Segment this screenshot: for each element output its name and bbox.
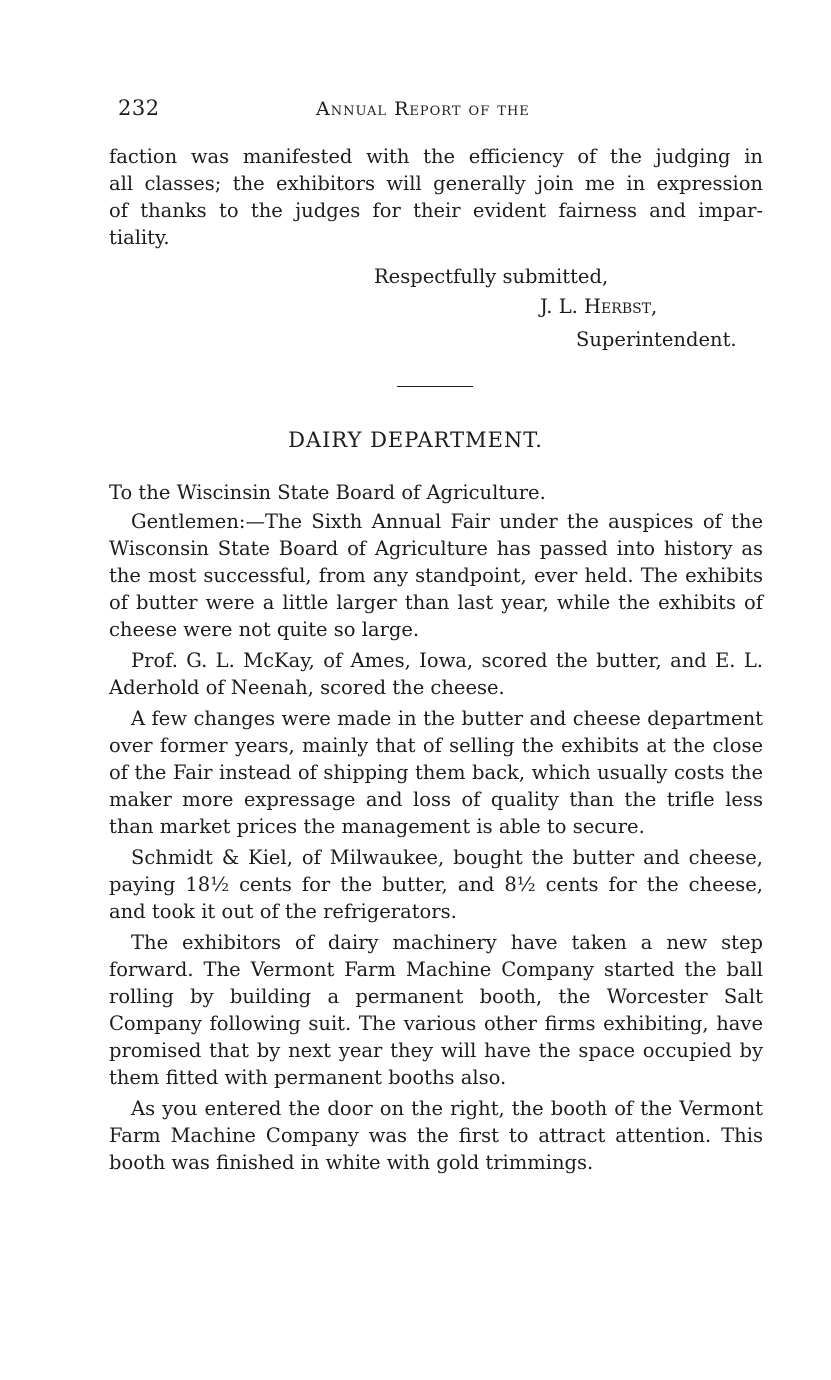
page-number: 232 (118, 96, 160, 120)
section-heading: DAIRY DEPARTMENT. (288, 428, 543, 452)
section-body (109, 508, 763, 1176)
signature-closing: Respectfully submitted, (374, 265, 609, 288)
body-paragraph: Prof. G. L. McKay, of Ames, Iowa, scored the butter, and E. L. Aderhold of Neenah, scored the cheese. (109, 649, 763, 699)
body-paragraph: As you entered the door on the right, the booth of the Vermont Farm Machine Company was the first to attract attention. This booth was finished in white with gold trimmings. (109, 1097, 763, 1174)
body-paragraph: A few changes were made in the butter and cheese department over former years, mainly that of selling the exhibits at the close of the Fair instead of shipping them back, which usually costs the maker more expressage and loss of quality than the trifle less than market prices the management is able to secure. (109, 707, 763, 838)
body-paragraph: Gentlemen:—The Sixth Annual Fair under the auspices of the Wisconsin State Board of Agriculture has passed into history as the most successful, from any standpoint, ever held. The exhibits of butter were a little larger than last year, while the exhibits of cheese were not quite so large. (109, 510, 763, 641)
body-paragraph: Schmidt & Kiel, of Milwaukee, bought the butter and cheese, paying 18½ cents for the butter, and 8½ cents for the cheese, and took it out of the refrigerators. (109, 846, 763, 923)
opening-line: of thanks to the judges for their evident fairness and impar- (109, 199, 763, 222)
opening-line: faction was manifested with the efficiency of the judging in (109, 145, 763, 168)
running-title: Annual Report of the (316, 98, 530, 120)
salutation: To the Wiscinsin State Board of Agriculture. (109, 481, 546, 504)
page-header (118, 96, 768, 126)
section-divider (397, 386, 473, 387)
body-paragraph: The exhibitors of dairy machinery have taken a new step forward. The Vermont Farm Machine Company started the ball rolling by building a permanent booth, the Worcester Salt Company following suit. The various other firms exhibiting, have promised that by next year they will have the space occupied by them fitted with permanent booths also. (109, 931, 763, 1089)
opening-paragraph (109, 143, 763, 251)
signature-name: J. L. Herbst, (540, 295, 658, 318)
opening-line: all classes; the exhibitors will generally join me in expression (109, 172, 763, 195)
opening-line: tiality. (109, 226, 170, 249)
signature-title: Superintendent. (576, 328, 737, 351)
